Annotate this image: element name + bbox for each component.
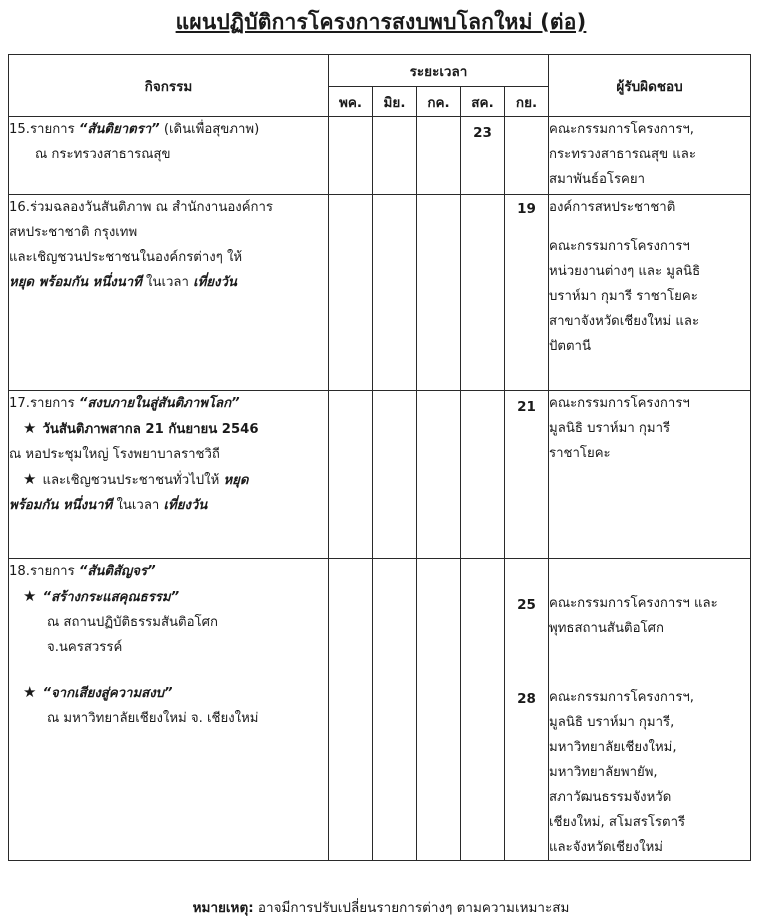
responsible-header: ผู้รับผิดชอบ (549, 55, 751, 117)
item-place: ณ กระทรวงสาธารณสุข (35, 147, 171, 162)
responsible-line: คณะกรรมการโครงการฯ, (549, 122, 694, 137)
responsible-line: คณะกรรมการโครงการฯ และ (549, 596, 718, 611)
item-number: 17.รายการ (9, 396, 75, 411)
cell-may (329, 391, 373, 559)
month-sep: กย. (505, 87, 549, 117)
item-text: ในเวลา (116, 498, 160, 513)
cell-jul (417, 559, 461, 861)
responsible-line: คณะกรรมการโครงการฯ (549, 396, 690, 411)
activity-cell (9, 391, 329, 559)
footnote-label: หมายเหตุ: (192, 900, 254, 916)
item-line: และเชิญชวนประชาชนในองค์กรต่างๆ ให้ (9, 250, 243, 265)
date-value: 28 (517, 691, 536, 707)
item-subtitle: “จากเสียงสู่ความสงบ” (42, 686, 173, 701)
item-emphasis: หยุด (223, 473, 249, 488)
responsible-line: สมาพันธ์อโรคยา (549, 172, 645, 187)
responsible-line: ราชาโยคะ (549, 446, 611, 461)
star-icon: ★ (23, 419, 37, 437)
date-value: 19 (517, 201, 536, 217)
footnote-text: อาจมีการปรับเปลี่ยนรายการต่างๆ ตามความเหมาะสม (257, 900, 570, 916)
cell-jul (417, 391, 461, 559)
table-row (9, 559, 751, 861)
star-icon: ★ (23, 587, 37, 605)
responsible-line: คณะกรรมการโครงการฯ, (549, 690, 694, 705)
date-value: 21 (517, 399, 536, 415)
item-name: “สันติยาตรา” (78, 122, 160, 137)
responsible-line: มหาวิทยาลัยพายัพ, (549, 765, 658, 780)
responsible-line: องค์การสหประชาชาติ (549, 200, 676, 215)
date-value: 25 (517, 597, 536, 613)
responsible-line: คณะกรรมการโครงการฯ (549, 239, 690, 254)
table-row (9, 195, 751, 391)
cell-may (329, 117, 373, 195)
item-name: “สงบภายในสู่สันติภาพโลก” (78, 396, 240, 411)
responsible-line: เชียงใหม่, สโมสรโรตารี (549, 815, 686, 830)
cell-jun (373, 195, 417, 391)
responsible-line: สภาวัฒนธรรมจังหวัด (549, 790, 672, 805)
period-header: ระยะเวลา (329, 55, 549, 87)
cell-sep (505, 117, 549, 195)
responsible-line: มูลนิธิ บราห์มา กุมารี, (549, 715, 675, 730)
activity-cell (9, 559, 329, 861)
item-text: และเชิญชวนประชาชนทั่วไปให้ (42, 473, 220, 488)
month-jun: มิย. (373, 87, 417, 117)
star-icon: ★ (23, 683, 37, 701)
month-aug: สค. (461, 87, 505, 117)
cell-sep (505, 391, 549, 559)
table-row (9, 117, 751, 195)
month-jul: กค. (417, 87, 461, 117)
header-row (9, 55, 751, 87)
cell-aug (461, 195, 505, 391)
item-place: ณ สถานปฏิบัติธรรมสันติอโศก (47, 615, 218, 630)
activity-cell (9, 117, 329, 195)
responsible-line: มูลนิธิ บราห์มา กุมารี (549, 421, 671, 436)
responsible-line: มหาวิทยาลัยเชียงใหม่, (549, 740, 677, 755)
responsible-line: กระทรวงสาธารณสุข และ (549, 147, 696, 162)
item-text: ในเวลา (146, 275, 189, 290)
cell-sep (505, 195, 549, 391)
cell-aug (461, 391, 505, 559)
responsible-cell (549, 117, 751, 195)
activity-cell (9, 195, 329, 391)
action-plan-table (8, 54, 751, 861)
item-place: ณ หอประชุมใหญ่ โรงพยาบาลราชวิถี (9, 447, 220, 462)
item-emphasis: เที่ยงวัน (163, 498, 208, 513)
responsible-line: สาขาจังหวัดเชียงใหม่ และ (549, 314, 700, 329)
cell-aug (461, 559, 505, 861)
responsible-cell (549, 391, 751, 559)
item-number: 15.รายการ (9, 122, 75, 137)
month-may: พค. (329, 87, 373, 117)
page-title: แผนปฏิบัติการโครงการสงบพบโลกใหม่ (ต่อ) (175, 10, 587, 34)
cell-jun (373, 117, 417, 195)
responsible-line: ปัตตานี (549, 339, 591, 354)
item-name: “สันติสัญจร” (78, 564, 156, 579)
date-value: 23 (473, 125, 492, 141)
item-line: 16.ร่วมฉลองวันสันติภาพ ณ สำนักงานองค์การ (9, 200, 274, 215)
item-desc: (เดินเพื่อสุขภาพ) (163, 122, 260, 137)
responsible-cell (549, 195, 751, 391)
activity-header: กิจกรรม (9, 55, 329, 117)
cell-may (329, 559, 373, 861)
cell-sep (505, 559, 549, 861)
responsible-cell (549, 559, 751, 861)
cell-jun (373, 391, 417, 559)
item-emphasis: หยุด พร้อมกัน หนึ่งนาที (9, 275, 142, 290)
item-line: สหประชาชาติ กรุงเทพ (9, 225, 138, 240)
cell-aug (461, 117, 505, 195)
footnote (0, 896, 762, 918)
item-subtitle: “สร้างกระแสคุณธรรม” (42, 590, 180, 605)
item-subtitle: วันสันติภาพสากล 21 กันยายน 2546 (42, 422, 259, 437)
cell-jul (417, 117, 461, 195)
cell-may (329, 195, 373, 391)
cell-jun (373, 559, 417, 861)
item-number: 18.รายการ (9, 564, 75, 579)
responsible-line: บราห์มา กุมารี ราชาโยคะ (549, 289, 698, 304)
responsible-line: พุทธสถานสันติอโศก (549, 621, 664, 636)
item-place: ณ มหาวิทยาลัยเชียงใหม่ จ. เชียงใหม่ (47, 711, 259, 726)
star-icon: ★ (23, 470, 37, 488)
responsible-line: หน่วยงานต่างๆ และ มูลนิธิ (549, 264, 701, 279)
table-row (9, 391, 751, 559)
responsible-line: และจังหวัดเชียงใหม่ (549, 840, 663, 855)
item-place: จ.นครสวรรค์ (47, 640, 123, 655)
item-emphasis: เที่ยงวัน (193, 275, 237, 290)
cell-jul (417, 195, 461, 391)
item-emphasis: พร้อมกัน หนึ่งนาที (9, 498, 113, 513)
